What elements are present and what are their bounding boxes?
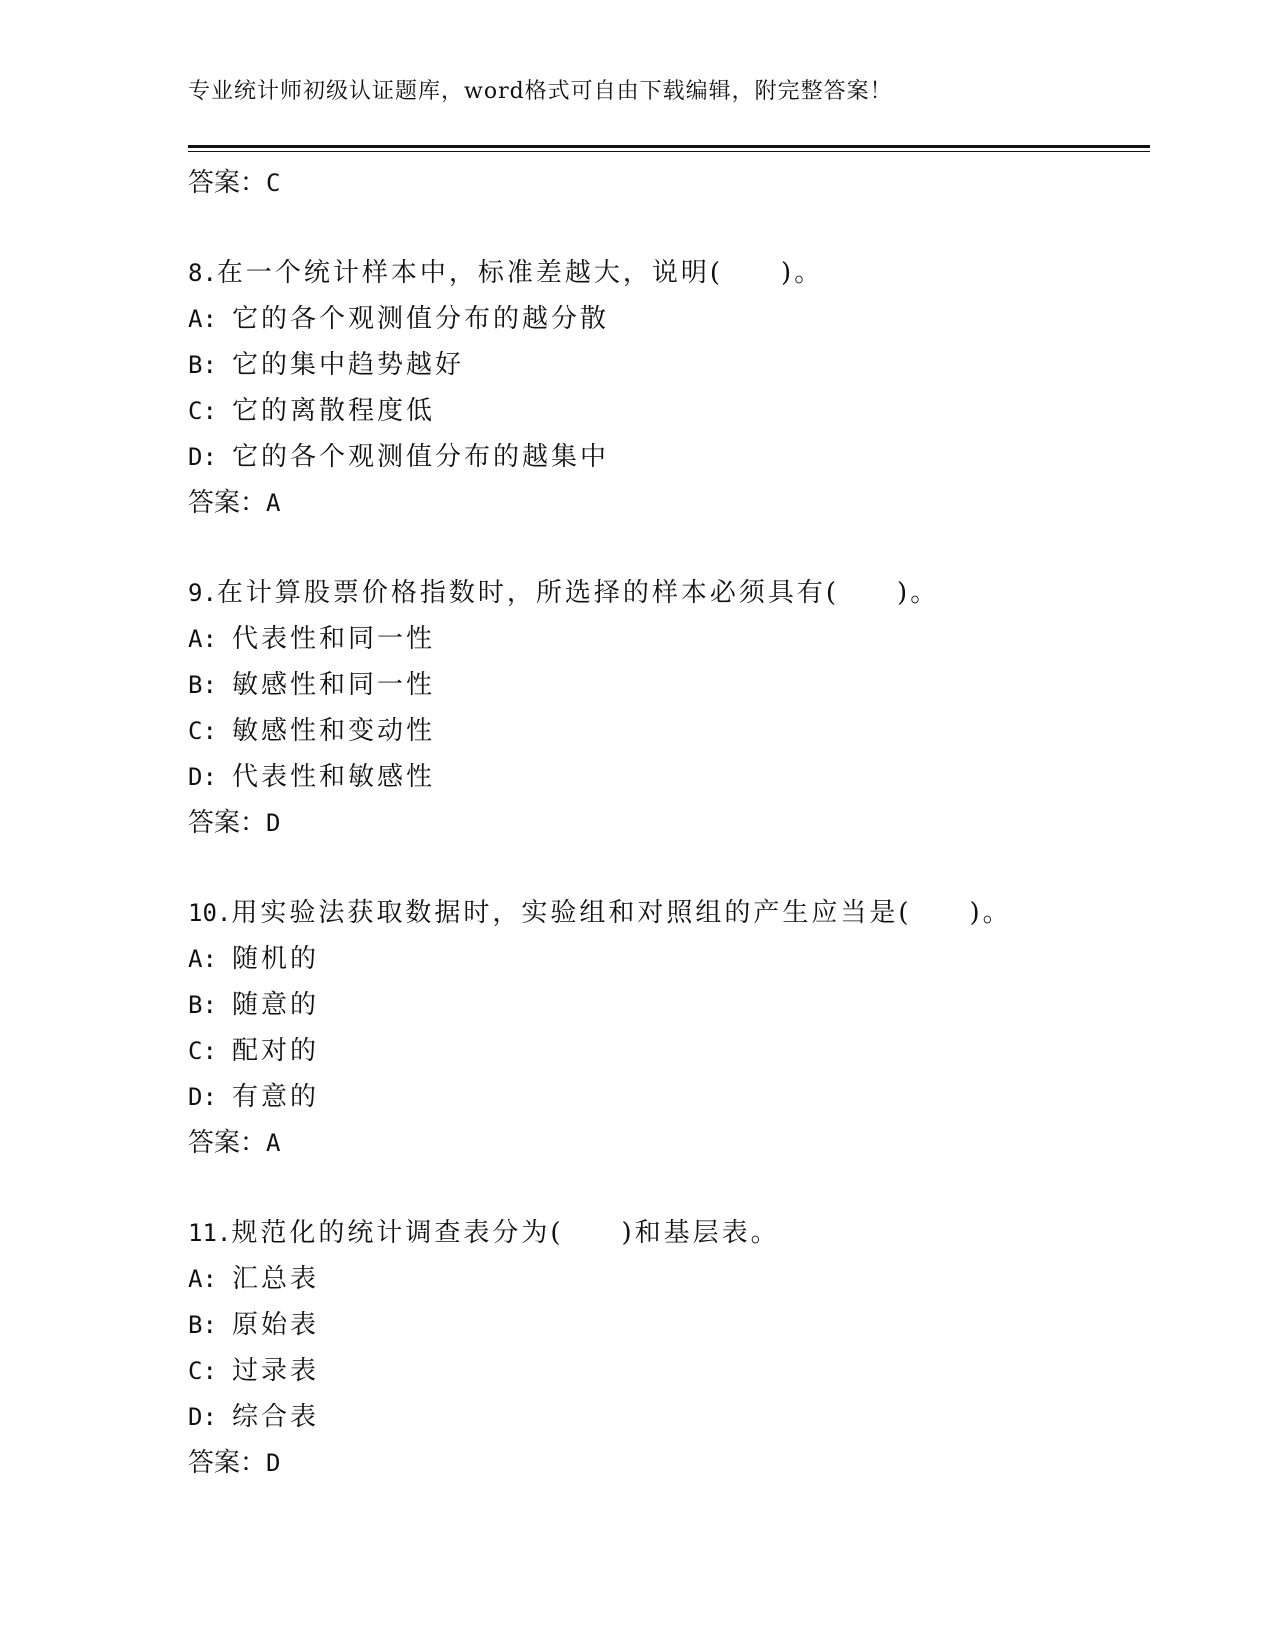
option-letter: A: xyxy=(188,305,217,333)
question-number: 11. xyxy=(188,1219,232,1247)
option-b xyxy=(188,662,1148,708)
question-11 xyxy=(188,1210,1148,1486)
question-number: 8. xyxy=(188,259,217,287)
question-stem xyxy=(188,890,1148,936)
option-a xyxy=(188,1256,1148,1302)
answer-value: D xyxy=(266,809,281,837)
option-d xyxy=(188,754,1148,800)
option-letter: B: xyxy=(188,671,217,699)
option-letter: B: xyxy=(188,351,217,379)
option-c xyxy=(188,708,1148,754)
question-stem xyxy=(188,570,1148,616)
option-text: 它的离散程度低 xyxy=(232,396,436,426)
option-c xyxy=(188,1348,1148,1394)
option-text: 汇总表 xyxy=(232,1264,320,1294)
question-text: 规范化的统计调查表分为( )和基层表。 xyxy=(231,1218,780,1248)
question-stem xyxy=(188,1210,1148,1256)
option-text: 它的集中趋势越好 xyxy=(232,350,465,380)
option-letter: C: xyxy=(188,1357,217,1385)
option-letter: B: xyxy=(188,991,217,1019)
question-10 xyxy=(188,890,1148,1166)
option-text: 它的各个观测值分布的越分散 xyxy=(232,304,610,334)
question-number: 10. xyxy=(188,899,232,927)
answer-value: D xyxy=(266,1449,281,1477)
answer-line xyxy=(188,1440,1148,1486)
option-text: 过录表 xyxy=(232,1356,320,1386)
option-letter: D: xyxy=(188,763,217,791)
page-header: 专业统计师初级认证题库，word格式可自由下载编辑，附完整答案！ xyxy=(188,79,893,104)
answer-line xyxy=(188,800,1148,846)
answer-label: 答案： xyxy=(188,168,267,198)
option-text: 代表性和同一性 xyxy=(232,624,436,654)
question-text: 在一个统计样本中，标准差越大，说明( )。 xyxy=(216,258,824,288)
answer-value: C xyxy=(266,169,281,197)
option-letter: A: xyxy=(188,945,217,973)
answer-label: 答案： xyxy=(188,1448,267,1478)
option-b xyxy=(188,342,1148,388)
answer-value: A xyxy=(266,489,281,517)
option-letter: C: xyxy=(188,1037,217,1065)
option-text: 配对的 xyxy=(232,1036,320,1066)
question-text: 在计算股票价格指数时，所选择的样本必须具有( )。 xyxy=(216,578,940,608)
option-text: 原始表 xyxy=(232,1310,320,1340)
option-letter: B: xyxy=(188,1311,217,1339)
answer-value: A xyxy=(266,1129,281,1157)
option-text: 敏感性和变动性 xyxy=(232,716,436,746)
option-d xyxy=(188,1074,1148,1120)
option-text: 随意的 xyxy=(232,990,320,1020)
answer-line xyxy=(188,1120,1148,1166)
answer-label: 答案： xyxy=(188,488,267,518)
option-letter: C: xyxy=(188,397,217,425)
option-a xyxy=(188,296,1148,342)
question-list xyxy=(188,160,1148,1486)
option-letter: D: xyxy=(188,1403,217,1431)
option-letter: D: xyxy=(188,1083,217,1111)
answer-line xyxy=(188,480,1148,526)
option-letter: A: xyxy=(188,625,217,653)
option-b xyxy=(188,982,1148,1028)
option-c xyxy=(188,388,1148,434)
option-letter: C: xyxy=(188,717,217,745)
option-text: 敏感性和同一性 xyxy=(232,670,436,700)
option-text: 有意的 xyxy=(232,1082,320,1112)
option-b xyxy=(188,1302,1148,1348)
option-text: 代表性和敏感性 xyxy=(232,762,436,792)
question-9 xyxy=(188,570,1148,846)
option-a xyxy=(188,936,1148,982)
answer-line xyxy=(188,160,1148,206)
answer-label: 答案： xyxy=(188,808,267,838)
question-8 xyxy=(188,250,1148,526)
header-divider xyxy=(188,145,1150,152)
option-letter: A: xyxy=(188,1265,217,1293)
option-d xyxy=(188,434,1148,480)
answer-label: 答案： xyxy=(188,1128,267,1158)
question-stem xyxy=(188,250,1148,296)
option-text: 综合表 xyxy=(232,1402,320,1432)
option-a xyxy=(188,616,1148,662)
option-c xyxy=(188,1028,1148,1074)
option-d xyxy=(188,1394,1148,1440)
option-text: 随机的 xyxy=(232,944,320,974)
question-text: 用实验法获取数据时，实验组和对照组的产生应当是( )。 xyxy=(231,898,1012,928)
option-letter: D: xyxy=(188,443,217,471)
option-text: 它的各个观测值分布的越集中 xyxy=(232,442,610,472)
question-number: 9. xyxy=(188,579,217,607)
